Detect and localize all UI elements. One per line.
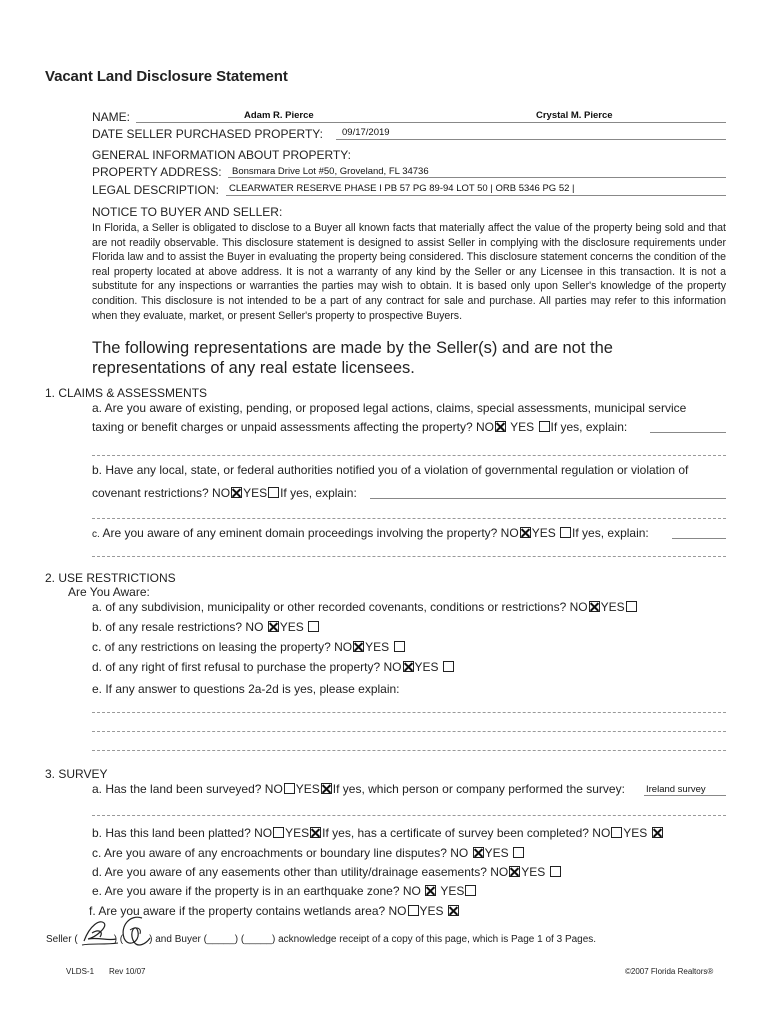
explain-1a-line[interactable] [92,455,726,456]
notice-heading: NOTICE TO BUYER AND SELLER: [92,205,283,219]
explain-1c-field[interactable] [672,538,726,539]
explain-2-line-3[interactable] [92,750,726,751]
date-purchased-value[interactable]: 09/17/2019 [342,127,390,138]
checkbox-2a-no[interactable] [589,601,600,612]
section-2-heading: 2. USE RESTRICTIONS [45,571,176,585]
checkbox-1a-yes[interactable] [539,421,550,432]
property-address-value[interactable]: Bonsmara Drive Lot #50, Groveland, FL 34736 [232,166,429,177]
question-1b-line-1: b. Have any local, state, or federal authorities notified you of a violation of governmental regulation or violation of [92,463,689,477]
general-info-heading: GENERAL INFORMATION ABOUT PROPERTY: [92,148,351,162]
question-3a-line [92,782,625,796]
question-1c-line [92,526,649,540]
yes-label: YES [510,420,535,434]
checkbox-2d-no[interactable] [403,661,414,672]
checkbox-2b-yes[interactable] [308,621,319,632]
survey-company-underline [644,795,726,796]
seller-ack-label: Seller ( [46,934,78,945]
question-1c-prefix: c. [92,529,100,540]
seller-signature-2[interactable] [112,912,158,952]
yes-label: YES [243,486,268,500]
yes-label: YES [279,620,304,634]
question-1b-line-2 [92,486,357,500]
checkbox-2b-no[interactable] [268,621,279,632]
question-2c-line [92,640,406,654]
yes-label: YES [414,660,439,674]
name-label: NAME: [92,110,131,124]
question-2b-line [92,620,320,634]
section-1-heading: 1. CLAIMS & ASSESSMENTS [45,386,208,400]
question-3d-line [92,865,562,879]
question-1c-text: Are you aware of any eminent domain proceedings involving the property? NO [102,526,519,540]
question-3b-followup: If yes, has a certificate of survey been completed? NO [322,826,611,840]
checkbox-3a-no[interactable] [284,783,295,794]
question-3e-line [92,884,477,898]
question-3a-text: a. Has the land been surveyed? NO [92,782,283,796]
yes-label: YES [521,865,546,879]
checkbox-3a-yes[interactable] [321,783,332,794]
checkbox-2d-yes[interactable] [443,661,454,672]
question-1a-text: taxing or benefit charges or unpaid assessments affecting the property? NO [92,420,495,434]
name-underline [136,122,726,123]
question-3b-text: b. Has this land been platted? NO [92,826,273,840]
question-2b-text: b. of any resale restrictions? NO [92,620,264,634]
question-3e-text: e. Are you aware if the property is in an earthquake zone? NO [92,884,421,898]
yes-label: YES [365,640,390,654]
legal-description-label: LEGAL DESCRIPTION: [92,183,219,197]
seller-name-2[interactable]: Crystal M. Pierce [536,110,613,121]
question-3c-line [92,846,525,860]
explain-label: If yes, explain: [572,526,649,540]
form-revision: Rev 10/07 [109,967,146,976]
legal-underline [226,195,726,196]
document-title: Vacant Land Disclosure Statement [45,68,288,85]
explain-1b-line[interactable] [92,518,726,519]
checkbox-1b-yes[interactable] [268,487,279,498]
address-underline [228,177,726,178]
section-2-subheading: Are You Aware: [68,585,150,599]
checkbox-3b-no[interactable] [273,827,284,838]
notice-paragraph: In Florida, a Seller is obligated to disclose to a Buyer all known facts that materially affect the value of the property being sold and that are not readily observable. This disclosure statement is designed to assist Seller in complying with the disclosure requirements under Florida law and to assist the Buyer in evaluating the property being considered. This disclosure statement concerns the condition of the real property located at above address. It is not a warranty of any kind by the Seller or any Licensee in this transaction. It is not a substitute for any inspections or warranties the parties may wish to obtain. It is based only upon Seller's knowledge of the property condition. This disclosure is not intended to be a part of any contract for sale and purchase. All parties may refer to this information when they evaluate, market, or present Seller's property to prospective Buyers. [92,222,726,322]
explain-label: If yes, explain: [280,486,357,500]
explain-1a-field[interactable] [650,432,726,433]
seller-ack-separator: ) ( [113,934,124,945]
question-2d-text: d. of any right of first refusal to purchase the property? NO [92,660,402,674]
seller-name-1[interactable]: Adam R. Pierce [244,110,314,121]
checkbox-3b-certificate-no[interactable] [611,827,622,838]
form-number: VLDS-1 [66,967,95,976]
question-2a-line [92,600,638,614]
section-3-heading: 3. SURVEY [45,767,108,781]
question-3f-text: f. Are you aware if the property contains wetlands area? NO [89,904,407,918]
checkbox-3e-yes[interactable] [465,885,476,896]
explain-1b-field[interactable] [370,498,726,499]
question-2a-text: a. of any subdivision, municipality or other recorded covenants, conditions or restrictions? NO [92,600,588,614]
copyright-notice: ©2007 Florida Realtors® [625,967,714,976]
question-1b-text: covenant restrictions? NO [92,486,231,500]
checkbox-1c-no[interactable] [520,527,531,538]
explain-2-line-2[interactable] [92,731,726,732]
checkbox-3c-no[interactable] [473,847,484,858]
checkbox-3b-certificate-yes[interactable] [652,827,663,838]
checkbox-1a-no[interactable] [495,421,506,432]
yes-label: YES [484,846,509,860]
legal-description-value[interactable]: CLEARWATER RESERVE PHASE I PB 57 PG 89-94 LOT 50 | ORB 5346 PG 52 | [229,183,575,194]
question-3c-text: c. Are you aware of any encroachments or boundary line disputes? NO [92,846,469,860]
yes-label: YES [531,526,556,540]
survey-company-value[interactable]: Ireland survey [646,784,706,795]
yes-label: YES [440,884,465,898]
yes-label: YES [600,600,625,614]
checkbox-1c-yes[interactable] [560,527,571,538]
property-address-label: PROPERTY ADDRESS: [92,165,222,179]
checkbox-3c-yes[interactable] [513,847,524,858]
explain-2-line-1[interactable] [92,712,726,713]
question-3d-text: d. Are you aware of any easements other than utility/drainage easements? NO [92,865,509,879]
explain-label: If yes, explain: [550,420,628,434]
checkbox-3b-yes[interactable] [310,827,321,838]
question-2c-text: c. of any restrictions on leasing the property? NO [92,640,353,654]
question-1a-line-2 [92,420,627,434]
explain-3a-line[interactable] [92,815,726,816]
checkbox-3d-yes[interactable] [550,866,561,877]
checkbox-3d-no[interactable] [509,866,520,877]
explain-1c-line[interactable] [92,556,726,557]
date-underline [336,139,726,140]
checkbox-2a-yes[interactable] [626,601,637,612]
checkbox-2c-no[interactable] [353,641,364,652]
representations-statement: The following representations are made by the Seller(s) and are not the representations of any real estate licensees. [92,339,613,377]
buyer-ack-text: ) and Buyer (_____) (_____) acknowledge receipt of a copy of this page, which is Page 1 of 3 Pages. [149,934,597,945]
question-3b-line [92,826,664,840]
yes-label: YES [295,782,320,796]
checkbox-2c-yes[interactable] [394,641,405,652]
yes-label: YES [285,826,310,840]
question-3a-followup: If yes, which person or company performed the survey: [332,782,625,796]
yes-label: YES [419,904,444,918]
question-1a-line-1: a. Are you aware of existing, pending, or proposed legal actions, claims, special assessments, municipal service [92,401,687,415]
question-2d-line [92,660,455,674]
checkbox-3f-yes[interactable] [448,905,459,916]
yes-label: YES [623,826,648,840]
date-purchased-label: DATE SELLER PURCHASED PROPERTY: [92,127,323,141]
checkbox-1b-no[interactable] [231,487,242,498]
question-2e-line: e. If any answer to questions 2a-2d is yes, please explain: [92,682,400,696]
checkbox-3e-no[interactable] [425,885,436,896]
checkbox-3f-no[interactable] [408,905,419,916]
